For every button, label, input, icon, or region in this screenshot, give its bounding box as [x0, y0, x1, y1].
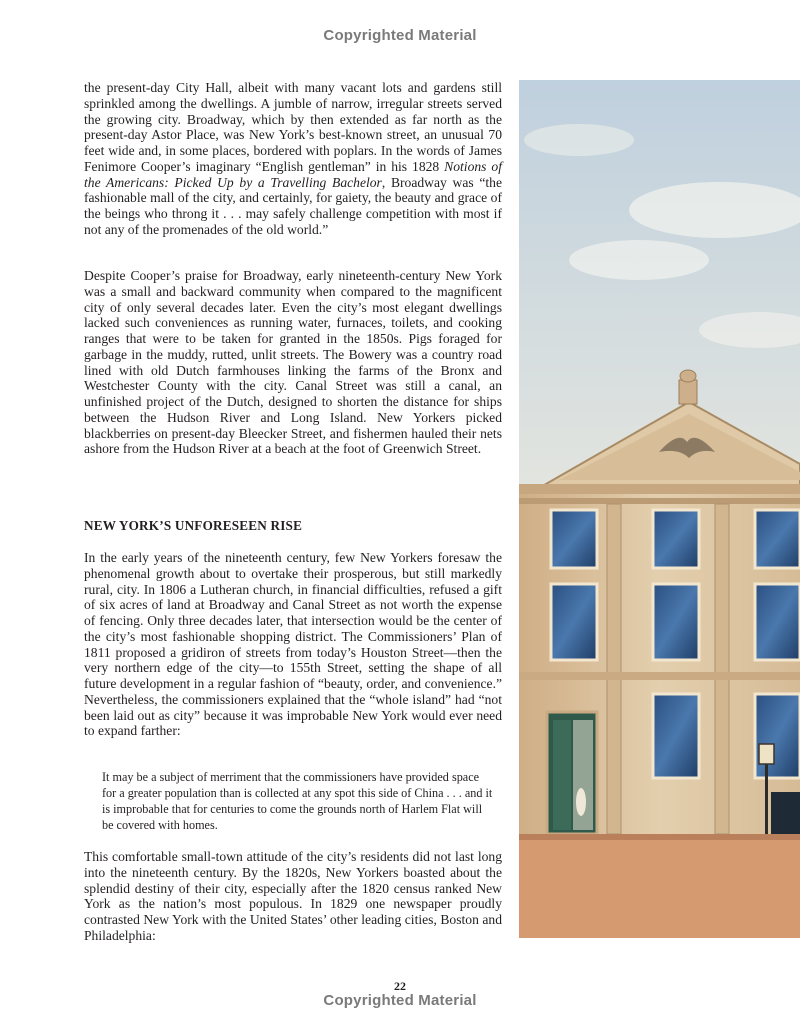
side-door	[771, 792, 800, 834]
window	[755, 510, 800, 568]
cornice-band	[519, 498, 800, 504]
building-painting	[519, 80, 800, 938]
window	[551, 584, 597, 660]
cloud	[569, 240, 709, 280]
page-number: 22	[394, 979, 406, 993]
section-heading: NEW YORK’S UNFORESEEN RISE	[84, 518, 303, 533]
window	[653, 584, 699, 660]
street	[519, 834, 800, 938]
book-title-italic: Notions of the Americans: Picked Up by a Travelling Bachelor	[84, 158, 502, 190]
block-quote: It may be a subject of merriment that the commissioners have provided space for a greater population than is collected at any spot this side of China . . . and it is improbable that for centuries to come the grounds north of Harlem Flat will be covered with homes.	[102, 770, 493, 832]
window	[653, 510, 699, 568]
cornice	[519, 484, 800, 494]
pilaster	[607, 504, 621, 834]
pilaster	[715, 504, 729, 834]
body-paragraph-2	[84, 268, 502, 457]
string-course	[519, 672, 800, 680]
curb	[519, 834, 800, 840]
paragraph-2-text: Despite Cooper’s praise for Broadway, early nineteenth-century New York was a small and backward community when compared to the magnificent city of only several decades later. Even the city’s most elegant dwellings lacked such conveniences as running water, furnaces, toilets, and cooking ranges that were to be taken for granted in the 1850s. Pigs foraged for garbage in the muddy, rutted, unlit streets. The Bowery was a country road lined with old Dutch farmhouses linking the farms of the Bronx and Westchester County with the city. Canal Street was still a canal, an unfinished project of the Dutch, designed to shorten the distance for ships between the Hudson River and Long Island. New Yorkers picked blackberries on present-day Bleecker Street, and fishermen hauled their nets ashore from the Hudson River at a beach at the foot of Greenwich Street.	[84, 268, 502, 457]
window	[551, 510, 597, 568]
body-paragraph-4	[84, 849, 502, 944]
copyright-watermark-top: Copyrighted Material	[323, 27, 477, 44]
paragraph-4-text: This comfortable small-town attitude of the city’s residents did not last long into the nineteenth century. By the 1820s, New Yorkers boasted about the splendid destiny of their city, especially after the 1820 census ranked New York as the nation’s most populous. In 1829 one newspaper proudly contrasted New York with the United States’ other leading cities, Boston and Philadelphia:	[84, 849, 502, 943]
window	[755, 584, 800, 660]
window	[755, 694, 800, 778]
lamp	[759, 744, 774, 764]
urn-finial-top	[680, 370, 696, 382]
body-paragraph-1	[84, 80, 502, 238]
window	[653, 694, 699, 778]
door-leaf	[553, 720, 571, 830]
paragraph-3-text: In the early years of the nineteenth century, few New Yorkers foresaw the phenomenal growth about to overtake their prosperous, but still markedly rural, city. In 1806 a Lutheran church, in financial difficulties, refused a gift of six acres of land at Broadway and Canal Street as not worth the expense of fencing. Only three decades later, that intersection would be the center of the city’s most fashionable shopping district. The Commissioners’ Plan of 1811 proposed a gridiron of streets from today’s Houston Street—then the very northern edge of the city—to 155th Street, setting the shape of all future development in a regular fashion of “beauty, order, and convenience.” Nevertheless, the commissioners explained that the “whole island” had “not been laid out as city” because it was improbable New York would ever need to expand farther:	[84, 550, 502, 739]
paragraph-1-text-start: the present-day City Hall, albeit with many vacant lots and gardens still sprinkled among the dwellings. A jumble of narrow, irregular streets served the growing city. Broadway, which by then extended as far north as the present-day Astor Place, was New York’s best-known street, an unusual 70 feet wide and, in some places, bordered with poplars. In the words of James Fenimore Cooper’s imaginary “English gentleman” in his 1828	[84, 80, 502, 174]
cloud	[524, 124, 634, 156]
figure-in-doorway	[576, 788, 586, 816]
body-paragraph-3	[84, 550, 502, 739]
paragraph-1-text-end: , Broadway was “the fashionable mall of the city, and certainly, for gaiety, the beauty and grace of the beings who throng it . . . may safely challenge competition with most if not any of the promenades of the old world.”	[84, 174, 502, 237]
copyright-watermark-bottom: Copyrighted Material	[323, 992, 477, 1009]
urn-finial	[679, 380, 697, 404]
